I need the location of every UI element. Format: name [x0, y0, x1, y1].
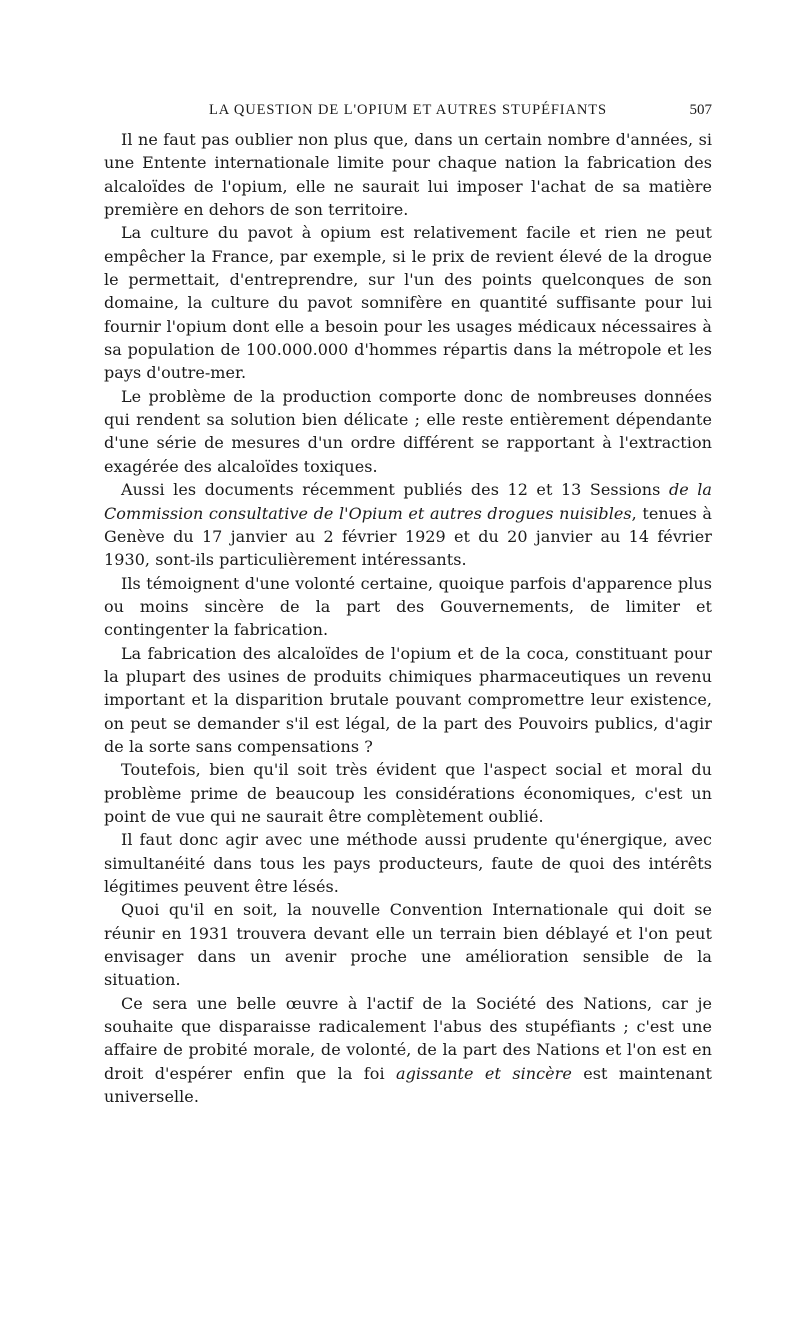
page-number: 507: [689, 102, 712, 118]
paragraph-9: Quoi qu'il en soit, la nouvelle Convention Internationale qui doit se réunir en 1931 trouvera devant elle un terrain bien déblayé et l'on peut envisager dans un avenir proche une amélioration sensible de la situation.: [104, 900, 712, 990]
paragraph-4-end: , tenues à Genève du 17 janvier au 2 février 1929 et du 20 janvier au 14 février 1930, sont-ils particulièrement intéressants.: [104, 503, 713, 570]
commission-title-italic: de la Commission consultative de l'Opium et autres drogues nuisibles: [104, 480, 713, 523]
paragraph-5: Ils témoignent d'une volonté certaine, quoique parfois d'apparence plus ou moins sincère de la part des Gouvernements, de limiter et contingenter la fabrication.: [104, 573, 712, 640]
paragraph-8: Il faut donc agir avec une méthode aussi prudente qu'énergique, avec simultanéité dans tous les pays producteurs, faute de quoi des intérêts légitimes peuvent être lésés.: [104, 830, 712, 896]
paragraph-6: La fabrication des alcaloïdes de l'opium et de la coca, constituant pour la plupart des usines de produits chimiques pharmaceutiques un revenu important et la disparition brutale pouvant compromettre leur existence, on peut se demander s'il est légal, de la part des Pouvoirs publics, d'agir de la sorte sans compensations ?: [104, 643, 712, 756]
body-text: [104, 128, 712, 1108]
paragraph-2: La culture du pavot à opium est relativement facile et rien ne peut empêcher la France, par exemple, si le prix de revient élevé de la drogue le permettait, d'entreprendre, sur l'un des points quelconques de son domaine, la culture du pavot somnifère en quantité suffisante pour lui fournir l'opium dont elle a besoin pour les usages médicaux nécessaires à sa population de 100.000.000 d'hommes répartis dans la métropole et les pays d'outre-mer.: [104, 223, 712, 383]
paragraph-4: [104, 478, 712, 571]
paragraph-3: Le problème de la production comporte donc de nombreuses données qui rendent sa solution bien délicate ; elle reste entièrement dépendante d'une série de mesures d'un ordre différent se rapportant à l'extraction exagérée des alcaloïdes toxiques.: [104, 386, 712, 476]
running-head: [104, 100, 712, 124]
paragraph-1: Il ne faut pas oublier non plus que, dans un certain nombre d'années, si une Entente internationale limite pour chaque nation la fabrication des alcaloïdes de l'opium, elle ne saurait lui imposer l'achat de sa matière première en dehors de son territoire.: [104, 130, 712, 220]
paragraph-4-start: Aussi les documents récemment publiés des 12 et 13 Sessions: [121, 480, 669, 500]
agissante-italic: agissante et sincère: [396, 1063, 572, 1083]
paragraph-10: [104, 992, 712, 1109]
paragraph-10-start: Ce sera une belle œuvre à l'actif de la Société des Nations, car je souhaite que disparaisse radicalement l'abus des stupéfiants ; c'est une affaire de probité morale, de volonté, de la part des Nations et l'on est en droit d'espérer enfin que la foi: [104, 993, 712, 1083]
paragraph-10-end: est maintenant universelle.: [104, 1063, 713, 1107]
paragraph-7: Toutefois, bien qu'il soit très évident que l'aspect social et moral du problème prime de beaucoup les considérations économiques, c'est un point de vue qui ne saurait être complètement oublié.: [104, 760, 712, 826]
running-title: LA QUESTION DE L'OPIUM ET AUTRES STUPÉFIANTS: [208, 102, 607, 118]
